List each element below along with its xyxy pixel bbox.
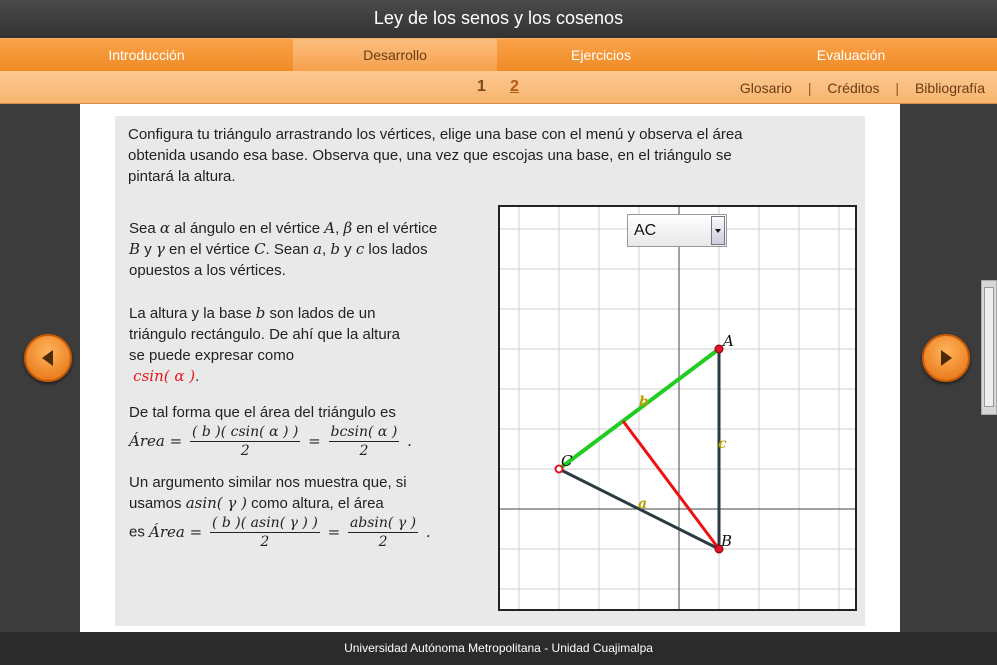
- area-formula: Área = $\frac{( b )( csin( \alpha ) )}{2}$ = $\frac{bcsin( \alpha )}{2}$ .: [129, 424, 412, 459]
- arrow-right-icon: [936, 348, 956, 368]
- tab-desarrollo[interactable]: Desarrollo: [293, 39, 497, 71]
- tab-ejercicios[interactable]: Ejercicios: [571, 47, 631, 63]
- footer-text: Universidad Autónoma Metropolitana - Unidad Cuajimalpa: [0, 632, 997, 665]
- side-label-a: a: [638, 496, 648, 512]
- bibliografia-link[interactable]: Bibliografía: [914, 80, 985, 96]
- creditos-link[interactable]: Créditos: [827, 80, 880, 96]
- scrollbar-thumb[interactable]: [984, 287, 994, 407]
- side-label-c: c: [718, 436, 727, 452]
- height-paragraph: La altura y la base b son lados de un triángulo rectángulo. De ahí que la altura se puede expresar como csin( α ).: [129, 304, 401, 385]
- prev-page-button[interactable]: [24, 334, 72, 382]
- area-paragraph: De tal forma que el área del triángulo es Área = $\frac{( b )( csin( \alpha ) )}{2}$ = $\frac{bcsin( \alpha )}{2}$ .: [129, 404, 412, 459]
- vertex-label-b: B: [721, 532, 733, 550]
- tab-evaluacion[interactable]: Evaluación: [816, 47, 886, 63]
- glosario-link[interactable]: Glosario: [739, 80, 792, 96]
- page-1-link[interactable]: 1: [477, 78, 486, 95]
- arrow-left-icon: [38, 348, 58, 368]
- height-expression: csin( α ): [133, 367, 196, 385]
- vertex-a: [715, 345, 723, 353]
- app-title: Ley de los senos y los cosenos: [0, 0, 997, 38]
- base-select[interactable]: [627, 214, 727, 247]
- next-page-button[interactable]: [922, 334, 970, 382]
- separator: |: [895, 80, 900, 96]
- intro-text: Configura tu triángulo arrastrando los vértices, elige una base con el menú y observa el área obtenida usando esa base. Observa que, una vez que escojas una base, en el triángulo se pintará la altura.: [128, 126, 743, 185]
- definitions-paragraph: Sea α al ángulo en el vértice A, β en el vértice B y γ en el vértice C. Sean a, b y c los lados opuestos a los vértices.: [129, 219, 438, 279]
- dropdown-button[interactable]: [711, 216, 725, 245]
- geometry-canvas[interactable]: [498, 205, 857, 611]
- base-select-value: AC: [634, 222, 657, 239]
- tab-introduccion[interactable]: Introducción: [108, 47, 185, 63]
- triangle-diagram[interactable]: [500, 207, 855, 609]
- sub-nav: [0, 71, 997, 104]
- similar-argument-paragraph: Un argumento similar nos muestra que, si usamos asin( γ ) como altura, el área es Área = $\frac{( b )( asin( \gamma ) )}{2}$ = $\frac{absin( \gamma )}{2}$ .: [129, 474, 431, 550]
- vertex-label-a: A: [723, 332, 734, 350]
- area-formula-alt: Área = $\frac{( b )( asin( \gamma ) )}{2}$ = $\frac{absin( \gamma )}{2}$ .: [149, 515, 431, 550]
- vertex-label-c: C: [561, 452, 573, 470]
- separator: |: [807, 80, 812, 96]
- chevron-down-icon: [712, 217, 724, 244]
- page-2-link[interactable]: 2: [510, 78, 519, 95]
- height-line: [623, 421, 719, 549]
- side-label-b: b: [639, 394, 649, 410]
- main-nav: [0, 38, 997, 71]
- scrollbar[interactable]: [981, 280, 997, 415]
